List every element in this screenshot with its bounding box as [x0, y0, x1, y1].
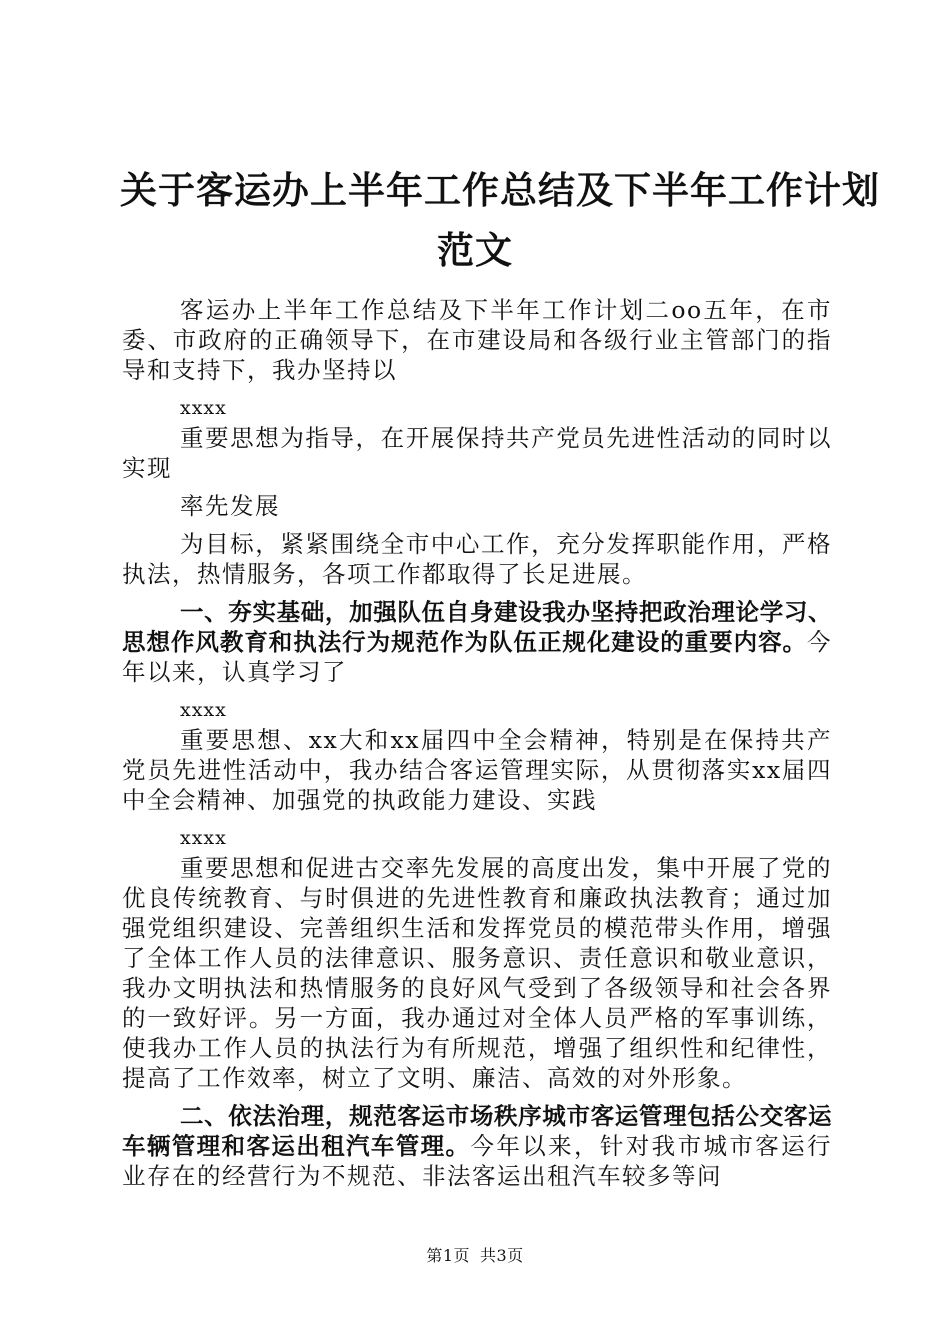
- paragraph-section-2: [122, 1101, 832, 1191]
- paragraph-placeholder: xxxx: [180, 699, 227, 721]
- paragraph: 重要思想为指导，在开展保持共产党员先进性活动的同时以实现: [122, 424, 832, 482]
- paragraph: 重要思想和促进古交率先发展的高度出发，集中开展了党的优良传统教育、与时俱进的先进性教育和廉政执法教育；通过加强党组织建设、完善组织生活和发挥党员的模范带头作用，增强了全体工作人员的法律意识、服务意识、责任意识和敬业意识，我办文明执法和热情服务的良好风气受到了各级领导和社会各界的一致好评。另一方面，我办通过对全体人员严格的军事训练，使我办工作人员的执法行为有所规范，增强了组织性和纪律性，提高了工作效率，树立了文明、廉洁、高效的对外形象。: [122, 854, 832, 1092]
- page-total: 共3页: [480, 1246, 524, 1265]
- section-heading-1: 一、夯实基础，加强队伍自身建设我办坚持把政治理论学习、思想作风教育和执法行为规范作为队伍正规化建设的重要内容。: [122, 598, 832, 656]
- section-text-1: 今年以来，认真学习了: [122, 628, 832, 686]
- document-title-line-1: 关于客运办上半年工作总结及下半年工作计划: [120, 169, 880, 212]
- paragraph: 率先发展: [180, 492, 280, 520]
- paragraph-section-1: [122, 597, 832, 687]
- document-body: [122, 295, 832, 1191]
- section-text-2: 今年以来，针对我市城市客运行业存在的经营行为不规范、非法客运出租汽车较多等问: [122, 1132, 833, 1190]
- paragraph: 重要思想、xx大和xx届四中全会精神，特别是在保持共产党员先进性活动中，我办结合客运管理实际，从贯彻落实xx届四中全会精神、加强党的执政能力建设、实践: [122, 726, 832, 814]
- document-title-line-2: 范文: [437, 229, 513, 272]
- paragraph-placeholder: xxxx: [180, 827, 227, 849]
- page-number: 第1页: [426, 1246, 470, 1265]
- page-footer: [0, 1243, 950, 1266]
- paragraph-placeholder: xxxx: [180, 397, 227, 419]
- section-heading-2: 二、依法治理，规范客运市场秩序城市客运管理包括公交客运车辆管理和客运出租汽车管理。: [122, 1102, 832, 1160]
- paragraph: 为目标，紧紧围绕全市中心工作，充分发挥职能作用，严格执法，热情服务，各项工作都取得了长足进展。: [122, 530, 832, 588]
- paragraph-intro: 客运办上半年工作总结及下半年工作计划二oo五年，在市委、市政府的正确领导下，在市建设局和各级行业主管部门的指导和支持下，我办坚持以: [122, 296, 832, 384]
